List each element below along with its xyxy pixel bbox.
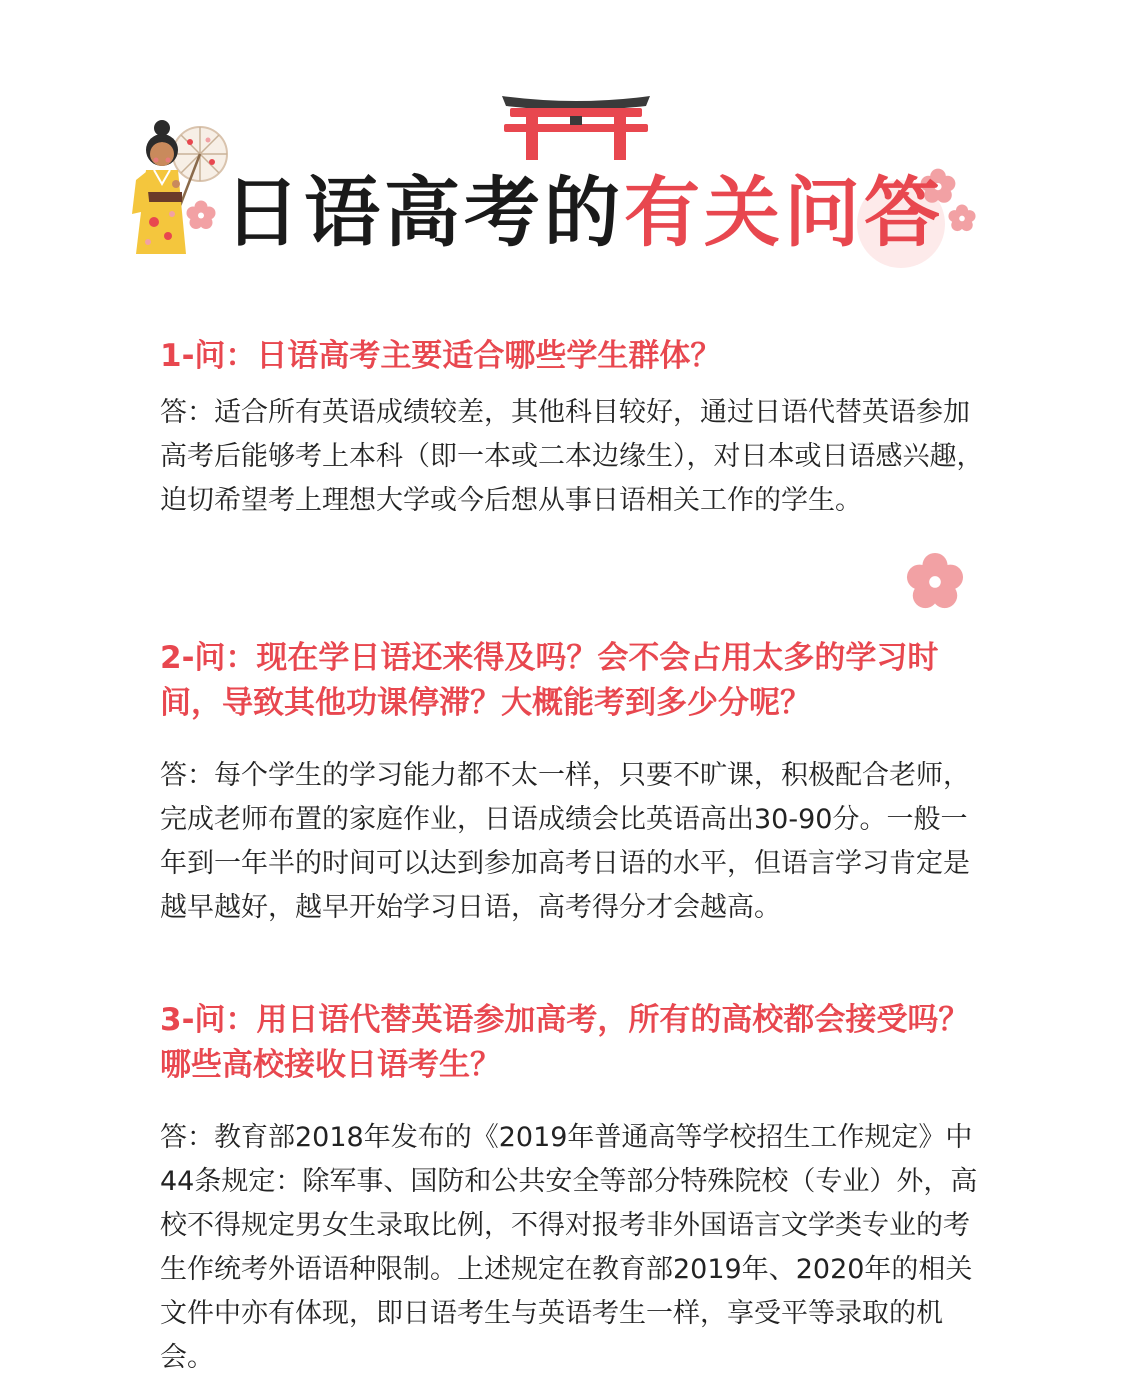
torii-gate-icon xyxy=(500,92,652,160)
answer: 答：教育部2018年发布的《2019年普通高等学校招生工作规定》中44条规定：除军事、国防和公共安全等部分特殊院校（专业）外，高校不得规定男女生录取比例，不得对报考非外国语言文学类专业的考生作统考外语语种限制。上述规定在教育部2019年、2020年的相关文件中亦有体现，即日语考生与英语考生一样，享受平等录取的机会。 xyxy=(160,1122,978,1373)
cherry-blossom-icon xyxy=(948,204,976,232)
cherry-blossom-icon xyxy=(186,200,216,230)
qa-item-2 xyxy=(160,636,990,930)
answer: 答：适合所有英语成绩较差，其他科目较好，通过日语代替英语参加高考后能够考上本科（即一本或二本边缘生），对日本或日语感兴趣，迫切希望考上理想大学或今后想从事日语相关工作的学生。 xyxy=(160,397,984,516)
question: 2-问：现在学日语还来得及吗？会不会占用太多的学习时间，导致其他功课停滞？大概能考到多少分呢？ xyxy=(160,640,939,721)
page-title-red: 有关问答 xyxy=(624,168,944,257)
qa-item-3 xyxy=(160,998,990,1380)
question: 3-问：用日语代替英语参加高考，所有的高校都会接受吗？哪些高校接收日语考生？ xyxy=(160,1002,970,1083)
page-title xyxy=(224,168,944,258)
cherry-blossom-icon xyxy=(906,552,964,610)
qa-item-1 xyxy=(160,334,990,523)
page-title-dark: 日语高考的 xyxy=(224,168,624,257)
header xyxy=(0,0,1136,290)
kimono-girl-illustration xyxy=(128,118,228,258)
answer: 答：每个学生的学习能力都不太一样，只要不旷课，积极配合老师，完成老师布置的家庭作业，日语成绩会比英语高出30-90分。一般一年到一年半的时间可以达到参加高考日语的水平，但语言学习肯定是越早越好，越早开始学习日语，高考得分才会越高。 xyxy=(160,760,970,923)
question: 1-问：日语高考主要适合哪些学生群体？ xyxy=(160,338,722,374)
